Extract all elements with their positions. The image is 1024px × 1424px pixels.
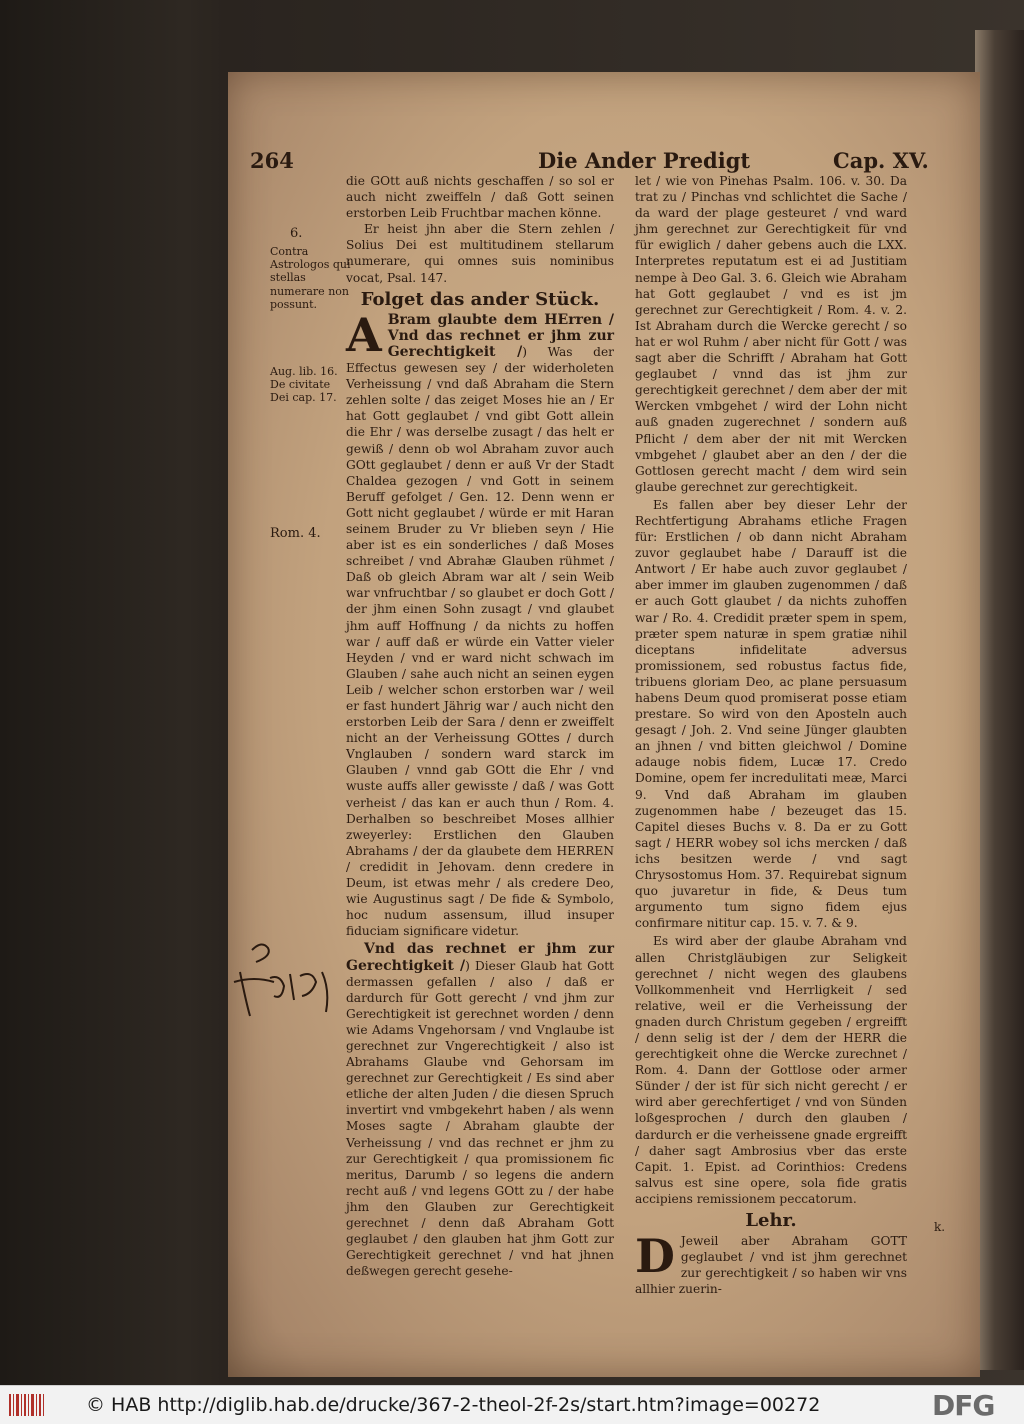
copyright-url[interactable]: © HAB http://diglib.hab.de/drucke/367-2-theol-2f-2s/start.htm?image=00272 [86,1394,821,1416]
lehr-heading: Lehr. [745,1210,797,1231]
book-page [228,72,980,1377]
right-paragraph-1: let / wie von Pinehas Psalm. 106. v. 30. Da trat zu / Pinchas vnd schlichtet die Sache / da ward der plage gesteuret / vnd ward jhm gerechnet zur Gerechtigkeit für vnd für ewiglich / daher gebens auch die LXX. Interpretes reputatum est ei ad Justitiam nempe à Deo Gal. 3. 6. Gleich wie Abraham hat Gott geglaubet / vnd es ist jm gerechnet zur Gerechtigkeit / Rom. 4. v. 2. Ist Abraham durch die Wercke gerecht / so hat er wol Ruhm / aber nicht für Gott / was sagt aber die Schrifft / Abraham hat Gott geglaubet / vnnd das ist jhm zur gerechtigkeit gerechnet / dem aber der mit Wercken vmbgehet / wird der Lohn nicht auß gnaden zugerechnet / sondern auß Pflicht / dem aber der nit mit Wercken vmbgehet / glaubet aber an den / der die Gottlosen gerecht macht / dem wird sein glaube gerechnet zur gerechtigkeit. [635,174,907,494]
barcode-icon [8,1392,46,1418]
left-paragraph-3-block [346,307,614,940]
right-paragraph-4: Jeweil aber Abraham GOTT geglaubet / vnd ist jhm gerechnet zur gerechtigkeit / so haben wir vns allhier zuerin- [635,1234,907,1297]
lead-phrase-2: Vnd das rechnet er jhm zur Gerechtigkeit / [346,941,614,974]
right-paragraph-2: Es fallen aber bey dieser Lehr der Rechtfertigung Abrahams etliche Fragen für: Erstlichen / ob dann nicht Abraham zuvor geglaubet habe / Darauff ist die Antwort / Er habe auch zuvor geglaubet / aber immer im glauben zugenommen / daß er auch Gott glaubet / da nichts zuhoffen war / Ro. 4. Credidit præter spem in spem, præter spem naturæ in spem gratiæ nihil diceptans infidelitate adversus promissionem, sed robustus factus fide, tribuens gloriam Deo, ac plane persuasum habens Deum quod promiserat posse etiam prestare. So wird von den Aposteln auch gesagt / Joh. 2. Vnd seine Jünger glaubten an jhnen / vnd bitten gleichwol / Domine adauge nobis fidem, Lucæ 17. Credo Domine, opem fer incredulitati meæ, Marci 9. Vnd daß Abraham im glauben zugenommen habe / bezeuget das 15. Capitel dieses Buchs v. 8. Da er zu Gott sagt / HERR wobey sol ichs mercken / daß ichs besitzen werde / vnd sagt Chrysostomus Hom. 37. Requirebat signum quo juvaretur in fide, & Deus tum argumento tum signo fidem ejus confirmare nititur cap. 15. v. 7. & 9. [635,497,907,931]
section-heading: Folget das ander Stück. [360,288,600,310]
chapter-label: Cap. XV. [833,148,929,173]
left-paragraph-4-block [346,941,614,1279]
dfg-logo: DFG [932,1389,995,1422]
handwritten-annotation [230,932,340,1022]
page-number: 264 [250,148,294,173]
left-paragraph-1: die GOtt auß nichts geschaffen / so sol er auch nicht zweiffeln / daß Gott seinen erstorben Leib Fruchtbar machen könne. [346,174,614,221]
left-column [346,173,614,1279]
drop-capital-d: D [635,1229,675,1284]
margin-note-contra: Contra Astrologos qui stellas numerare non possunt. [270,245,351,311]
right-paragraph-4-block [635,1229,907,1297]
book-edge [975,30,1024,1370]
margin-note-augustine: Aug. lib. 16. De civitate Dei cap. 17. [270,365,338,405]
margin-note-number: 6. [290,226,303,241]
left-paragraph-2: Er heist jhn aber die Stern zehlen / Solius Dei est multitudinem stellarum numerare, qui omnes suis nominibus vocat, Psal. 147. [346,222,614,285]
left-paragraph-4: ) Dieser Glaub hat Gott dermassen gefallen / also / daß er dardurch für Gott gerecht / vnd jhm zur Gerechtigkeit ist gerechnet worden / denn wie Adams Vngehorsam / vnd Vnglaube ist gerechnet zur Vngerechtigkeit / also ist Abrahams Glaube vnd Gehorsam im gerechnet zur Gerechtigkeit / Es sind aber etliche der alten Juden / die diesen Spruch invertirt vnd vmbgekehrt haben / als wenn Moses sagte / Abraham glaubte der Verheissung / vnd das rechnet er jhm zu zur Gerechtigkeit / qua promissionem fic meritus, Darumb / so legens die andern recht auß / vnd legens GOtt zu / der habe jhm den Glauben zur Gerechtigkeit gerechnet / denn daß Abraham Gott geglaubet / den glauben hat jhm Gott zur Gerechtigkeit gerechnet / vnd hat jhnen deßwegen gerecht gesehe- [346,958,614,1279]
left-paragraph-3: ) Was der Effectus gewesen sey / der widerholeten Verheissung / vnd daß Abraham die Stern zehlen solte / das zeiget Moses hie an / Er hat Gott geglaubet / vnd gibt Gott allein die Ehr / was derselbe zusagt / das helt er gewiß / denn ob wol Abraham zuvor auch GOtt geglaubet / denn er auß Vr der Stadt Chaldea gezogen / vnd Gott in seinem Beruff gefolget / Gen. 12. Denn wenn er Gott nicht geglaubet / würde er mit Haran seinem Bruder zu Vr blieben seyn / Hie aber ist es ein sonderliches / daß Moses schreibet / vnd Abrahæ Glauben rühmet / Daß ob gleich Abram war alt / sein Weib war vnfruchtbar / so glaubet er doch Gott / der jhm einen Sohn zusagt / vnd glaubet jhm auff Hoffnung / da nichts zu hoffen war / auff daß er würde ein Vatter vieler Heyden / vnd er ward nicht schwach im Glauben / sahe auch nicht an seinen eygen Leib / welcher schon erstorben war / weil er fast hundert Jährig war / auch nicht den erstorben Leib der Sara / denn er zweiffelt nicht an der Verheissung GOttes / durch Vnglauben / sondern ward starck im Glauben / vnnd gab GOtt die Ehr / vnd wuste auffs aller gewisste / daß / was Gott verheist / das kan er auch thun / Rom. 4. Derhalben so beschreibet Moses allhier zweyerley: Erstlichen den Glauben Abrahams / der da glaubete dem HERREN / credidit in Jehovam. denn credere in Deum, ist etwas mehr / als credere Deo, wie Augustinus sagt / De fide & Symbolo, hoc nudum assensum, illud insuper fiduciam significare videtur. [346,344,614,939]
running-title: Die Ander Predigt [538,148,751,173]
margin-note-romans: Rom. 4. [270,526,321,541]
drop-capital-a: A [346,307,382,362]
right-paragraph-3: Es wird aber der glaube Abraham vnd allen Christgläubigen zur Seligkeit gerechnet / nicht wegen des glaubens Vollkommenheit vnd Herrligkeit / sed relative, weil er die Verheissung der gnaden durch Christum gegeben / ergreifft / denn selig ist der / dem der HERR die gerechtigkeit ohne die Wercke zurechnet / Rom. 4. Dann der Gottlose oder armer Sünder / der ist für sich nicht gerecht / er wird aber gerechfertiget / vnd von Sünden loßgesprochen / durch den glauben / dardurch er die verheissene gnade ergreifft / daher sagt Ambrosius vber das erste Capit. 1. Epist. ad Corinthios: Credens salvus est sine opere, sola fide gratis accipiens remissionem peccatorum. [635,934,907,1206]
catchword: k. [934,1220,946,1234]
running-head [228,148,980,174]
right-column [635,173,907,1297]
footer-bar [0,1385,1024,1424]
lead-phrase: Bram glaubte dem HErren / Vnd das rechnet er jhm zur Gerechtigkeit / [387,311,614,360]
